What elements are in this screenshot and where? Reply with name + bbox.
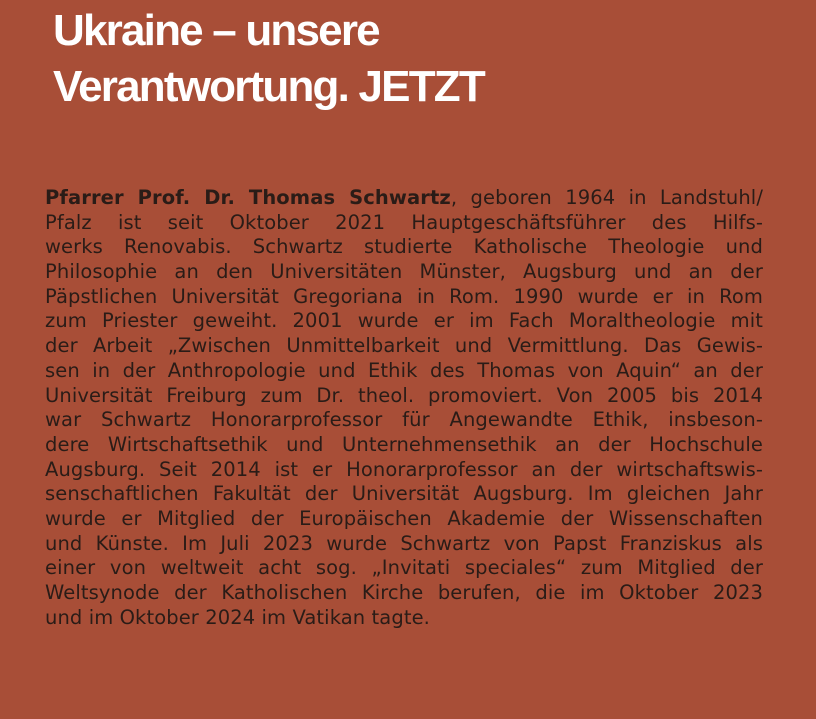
bio-line: Philosophie an den Universitäten Münster, Augsburg und an der — [45, 260, 763, 284]
biography-text — [45, 186, 763, 630]
bio-line: der Arbeit „Zwischen Unmittelbarkeit und Vermittlung. Das Gewis- — [45, 334, 763, 358]
page-title — [53, 3, 793, 115]
bio-line: senschaftlichen Fakultät der Universität Augsburg. Im gleichen Jahr — [45, 482, 763, 506]
bio-line: sen in der Anthropologie und Ethik des Thomas von Aquin“ an der — [45, 358, 763, 382]
bio-line: werks Renovabis. Schwartz studierte Katholische Theologie und — [45, 235, 763, 259]
bio-line: und im Oktober 2024 im Vatikan tagte. — [45, 605, 430, 629]
bio-line: Pfalz ist seit Oktober 2021 Hauptgeschäftsführer des Hilfs- — [45, 210, 763, 234]
bio-line: Augsburg. Seit 2014 ist er Honorarprofessor an der wirtschaftswis- — [45, 457, 763, 481]
bio-line: wurde er Mitglied der Europäischen Akademie der Wissenschaften — [45, 506, 763, 530]
bio-line: Weltsynode der Katholischen Kirche berufen, die im Oktober 2023 — [45, 581, 763, 604]
bio-line: Päpstlichen Universität Gregoriana in Rom. 1990 wurde er in Rom — [45, 284, 763, 308]
bio-line: und Künste. Im Juli 2023 wurde Schwartz von Papst Franziskus als — [45, 531, 763, 555]
title-line-2: Verantwortung. JETZT — [53, 62, 484, 111]
bio-line: dere Wirtschaftsethik und Unternehmensethik an der Hochschule — [45, 432, 763, 456]
title-line-1: Ukraine – unsere — [53, 6, 379, 55]
bio-line: Universität Freiburg zum Dr. theol. promoviert. Von 2005 bis 2014 — [45, 383, 763, 407]
bio-line: zum Priester geweiht. 2001 wurde er im Fach Moraltheologie mit — [45, 309, 763, 333]
bio-line: einer von weltweit acht sog. „Invitati speciales“ zum Mitglied der — [45, 556, 763, 580]
bio-line: war Schwartz Honorarprofessor für Angewandte Ethik, insbeson- — [45, 408, 763, 432]
bio-line: Pfarrer Prof. Dr. Thomas Schwartz, geboren 1964 in Landstuhl/ — [45, 186, 763, 209]
person-name: Pfarrer Prof. Dr. Thomas Schwartz — [45, 186, 451, 209]
